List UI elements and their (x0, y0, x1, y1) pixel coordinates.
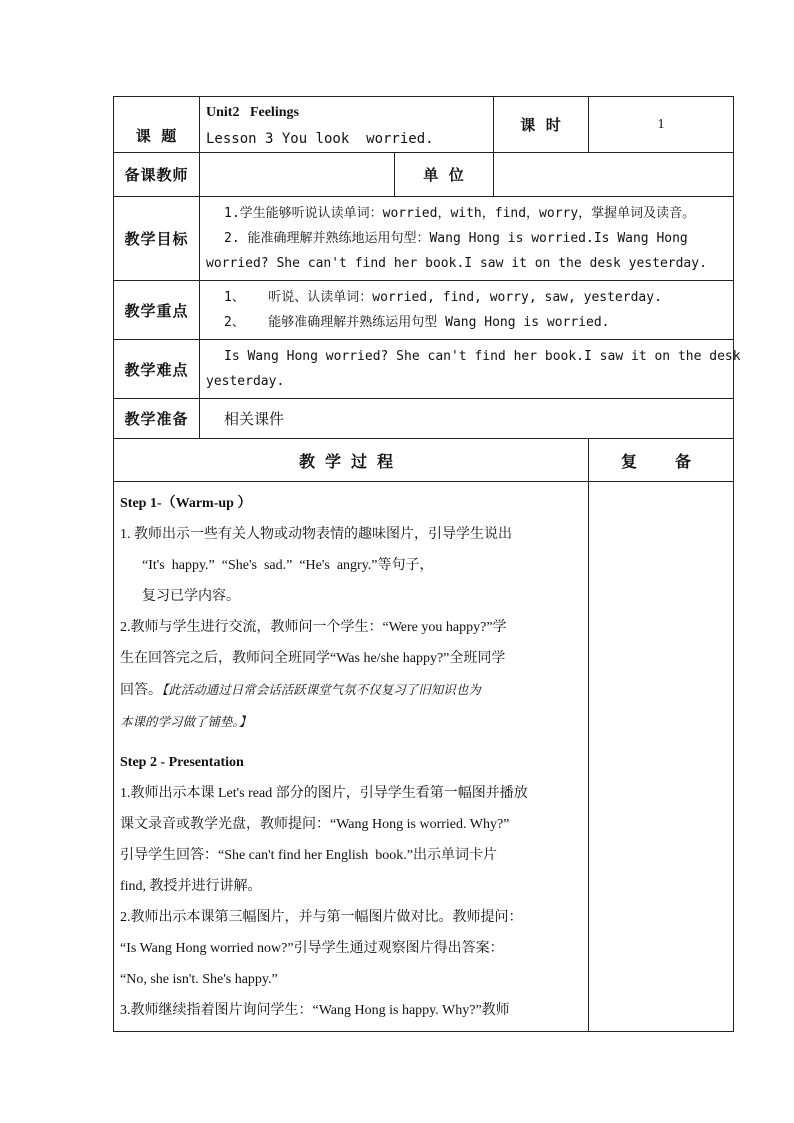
difficulties-row (114, 340, 734, 399)
step1-note-line2: 本课的学习做了铺垫。】 (120, 714, 252, 729)
key-points-content (200, 281, 734, 340)
process-header-row (114, 439, 734, 482)
lesson-plan-table (113, 96, 741, 1032)
topic-value (200, 97, 494, 153)
step1-para2-line1: 2.教师与学生进行交流，教师问一个学生：“Were you happy?”学 (120, 620, 507, 635)
topic-row (114, 97, 734, 153)
step1-title: Step 1-（Warm-up ） (120, 496, 252, 511)
unit-label: 单 位 (395, 153, 494, 197)
objective-line-3: worried? She can't find her book.I saw it on the desk yesterday. (206, 256, 707, 271)
period-label: 课 时 (494, 97, 589, 153)
teacher-row (114, 153, 734, 197)
step2-para1-line2: 课文录音或教学光盘，教师提问：“Wang Hong is worried. Why?” (120, 817, 510, 832)
preparation-label: 教学准备 (114, 399, 200, 439)
objective-line-2: 2. 能准确理解并熟练地运用句型：Wang Hong is worried.Is Wang Hong (224, 231, 688, 246)
step1-para1-line1: 1. 教师出示一些有关人物或动物表情的趣味图片，引导学生说出 (120, 527, 512, 542)
step2-para1-line4: find, 教授并进行讲解。 (120, 879, 262, 894)
lesson-title: Lesson 3 You look worried. (206, 131, 434, 147)
step2-para2-line3: “No, she isn't. She's happy.” (120, 972, 278, 987)
preparation-row (114, 399, 734, 439)
difficulty-line-1: Is Wang Hong worried? She can't find her book.I saw it on the desk (224, 349, 741, 364)
step1-para2-answer: 回答。 (120, 683, 162, 698)
difficulties-label: 教学难点 (114, 340, 200, 399)
step1-para2-line3 (120, 674, 582, 706)
review-column (589, 482, 734, 1032)
step2-para1-line3: 引导学生回答：“She can't find her English book.”出示单词卡片 (120, 848, 497, 863)
step1-para1-line2: “It's happy.” “She's sad.” “He's angry.”等句子， (142, 558, 434, 573)
step2-para2-line2: “Is Wang Hong worried now?”引导学生通过观察图片得出答案： (120, 941, 504, 956)
key-points-label: 教学重点 (114, 281, 200, 340)
teacher-label: 备课教师 (114, 153, 200, 197)
process-body-row (114, 482, 734, 1032)
key-point-line-1: 1、 听说、认读单词：worried, find, worry, saw, yesterday. (224, 290, 662, 305)
key-points-row (114, 281, 734, 340)
key-point-line-2: 2、 能够准确理解并熟练运用句型 Wang Hong is worried. (224, 315, 610, 330)
difficulty-line-2: yesterday. (206, 374, 285, 389)
step1-para2-line2: 生在回答完之后，教师问全班同学“Was he/she happy?”全班同学 (120, 651, 506, 666)
objectives-label: 教学目标 (114, 197, 200, 281)
preparation-value: 相关课件 (224, 412, 285, 428)
review-header: 复 备 (589, 439, 734, 482)
process-header: 教学过程 (114, 439, 589, 482)
step1-note-line1: 【此活动通过日常会话活跃课堂气氛不仅复习了旧知识也为 (162, 682, 481, 697)
unit-value (494, 153, 734, 197)
difficulties-content (200, 340, 741, 399)
objectives-row (114, 197, 734, 281)
objectives-content (200, 197, 734, 281)
step2-para2-line1: 2.教师出示本课第三幅图片，并与第一幅图片做对比。教师提问： (120, 910, 523, 925)
step2-para3-line1: 3.教师继续指着图片询问学生：“Wang Hong is happy. Why?”教师 (120, 1003, 510, 1018)
topic-label: 课 题 (114, 97, 200, 153)
unit-title: Unit2 Feelings (206, 105, 299, 120)
period-value: 1 (589, 97, 734, 153)
teacher-value (200, 153, 395, 197)
process-content (114, 482, 589, 1032)
preparation-content (200, 399, 734, 439)
step2-title: Step 2 - Presentation (120, 755, 244, 770)
step2-para1-line1: 1.教师出示本课 Let's read 部分的图片，引导学生看第一幅图并播放 (120, 786, 528, 801)
step1-para1-line3: 复习已学内容。 (142, 589, 240, 604)
objective-line-1: 1.学生能够听说认读单词：worried，with，find，worry，掌握单词及读音。 (224, 206, 696, 221)
